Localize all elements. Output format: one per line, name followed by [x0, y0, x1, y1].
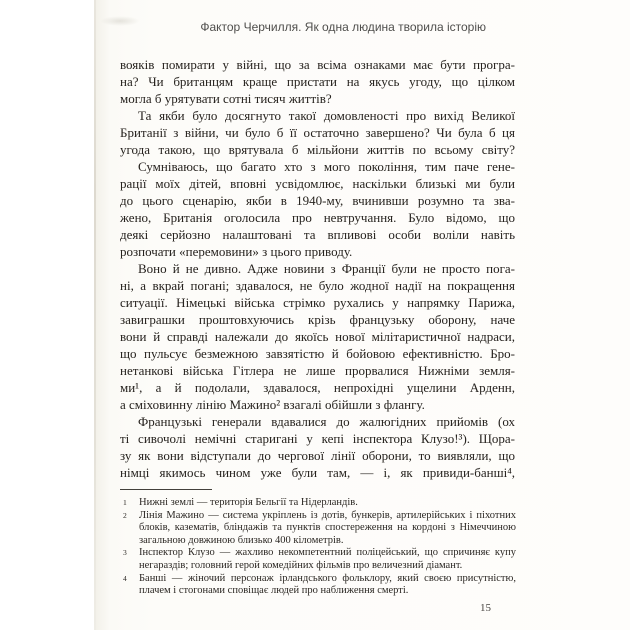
body-line: ми¹, а й подолали, здавалося, непрохідні ущелини Арденн,	[120, 380, 515, 395]
footnote-text: Інспектор Клузо — жахливо некомпетентний поліцейський, що спричиняє купу негараздів; головний герой комедійних фільмів про величезний діамант.	[139, 547, 516, 571]
body-line: Та якби було досягнуто такої домовленості про вихід Великої	[138, 108, 515, 123]
body-line: могла б урятувати сотні тисяч життів?	[120, 91, 332, 106]
footnote-number: 2	[123, 510, 127, 520]
body-line: деякі серйозно налаштовані та впливові особи воліли навіть	[120, 227, 515, 242]
body-line: ті сивочолі немічні старигані у кепі інспектора Клузо!³). Щора-	[120, 431, 515, 446]
body-line: розпочати «перемовини» з цього приводу.	[120, 244, 353, 259]
footnote-text: Банші — жіночий персонаж ірландського фольклору, який своєю присутністю, плачем і стогонами сповіщає людей про наближення смерті.	[139, 572, 516, 597]
body-line: на? Чи британцям краще пристати на якусь угоду, що цілком	[120, 74, 515, 89]
running-header: Фактор Черчилля. Як одна людина творила історію	[200, 20, 486, 34]
body-line: Сумніваюсь, що багато хто з мого покоління, тим паче гене-	[138, 159, 515, 174]
body-line: вояків помирати у війні, що за всіма ознаками має бути програ-	[120, 57, 515, 72]
footnote-text: Лінія Мажино — система укріплень із дотів, бункерів, артилерійських і піхотних блоків, казематів, бліндажів та пунктів спостереження на кордоні з Німеччиною загальною довжиною близько 400 кілометрів.	[139, 509, 516, 546]
footnote-item	[120, 510, 516, 548]
body-line: завиграшки проштовхуючись крізь французьку оборону, наче	[120, 312, 515, 327]
footnote-item	[120, 547, 516, 572]
body-line: німці якимось чином уже були там, — і, як привиди-банші⁴,	[120, 465, 515, 480]
body-line: Воно й не дивно. Адже новини з Франції були не просто пога-	[138, 261, 515, 276]
footnote-number: 1	[123, 498, 127, 507]
body-line: жено, Британія оголосила про невтручання. Було відомо, що	[120, 210, 515, 225]
footnote-number: 4	[123, 573, 127, 583]
body-line: а сміховинну лінію Мажино² взагалі обійшли з флангу.	[120, 397, 425, 412]
body-line: до цього сценарію, якби в 1940-му, вчинивши розумно та зва-	[120, 193, 515, 208]
page-number: 15	[480, 602, 491, 614]
body-line: ситуації. Німецькі війська стрімко рухались у напрямку Парижа,	[120, 295, 515, 310]
body-text	[120, 56, 515, 481]
body-line: що пульсує безмежною завзятістю й бойовою ефективністю. Бро-	[120, 346, 515, 361]
body-line: Британії з війни, чи було б її остаточно завершено? Чи була б ця	[120, 125, 515, 140]
body-line: вони й справді належали до якоїсь нової мілітаристичної надраси,	[120, 329, 515, 344]
body-line: нетанкові війська Гітлера не лише прорвалися Нижніми земля-	[120, 363, 515, 378]
body-line: угода такою, що врятувала б мільйони життів по всьому світу?	[120, 142, 515, 157]
page-fold-edge	[94, 0, 96, 630]
footnotes	[120, 497, 516, 598]
body-line: Французькі генерали вдавалися до жалюгідних прийомів (ох	[138, 414, 515, 429]
footnote-separator	[120, 489, 212, 490]
footnote-number: 3	[123, 548, 127, 558]
body-line: рації моїх дітей, вповні усвідомлює, наскільки близькі ми були	[120, 176, 515, 191]
footnote-item	[120, 497, 516, 510]
body-line: ні, а вкрай погані; здавалося, не було жодної надії на покращення	[120, 278, 515, 293]
footnote-text: Нижні землі — територія Бельгії та Нідерландів.	[139, 497, 358, 508]
body-line: зу як вони відступали до чергової лінії оборони, то виявляли, що	[120, 448, 515, 463]
footnote-item	[120, 573, 516, 598]
